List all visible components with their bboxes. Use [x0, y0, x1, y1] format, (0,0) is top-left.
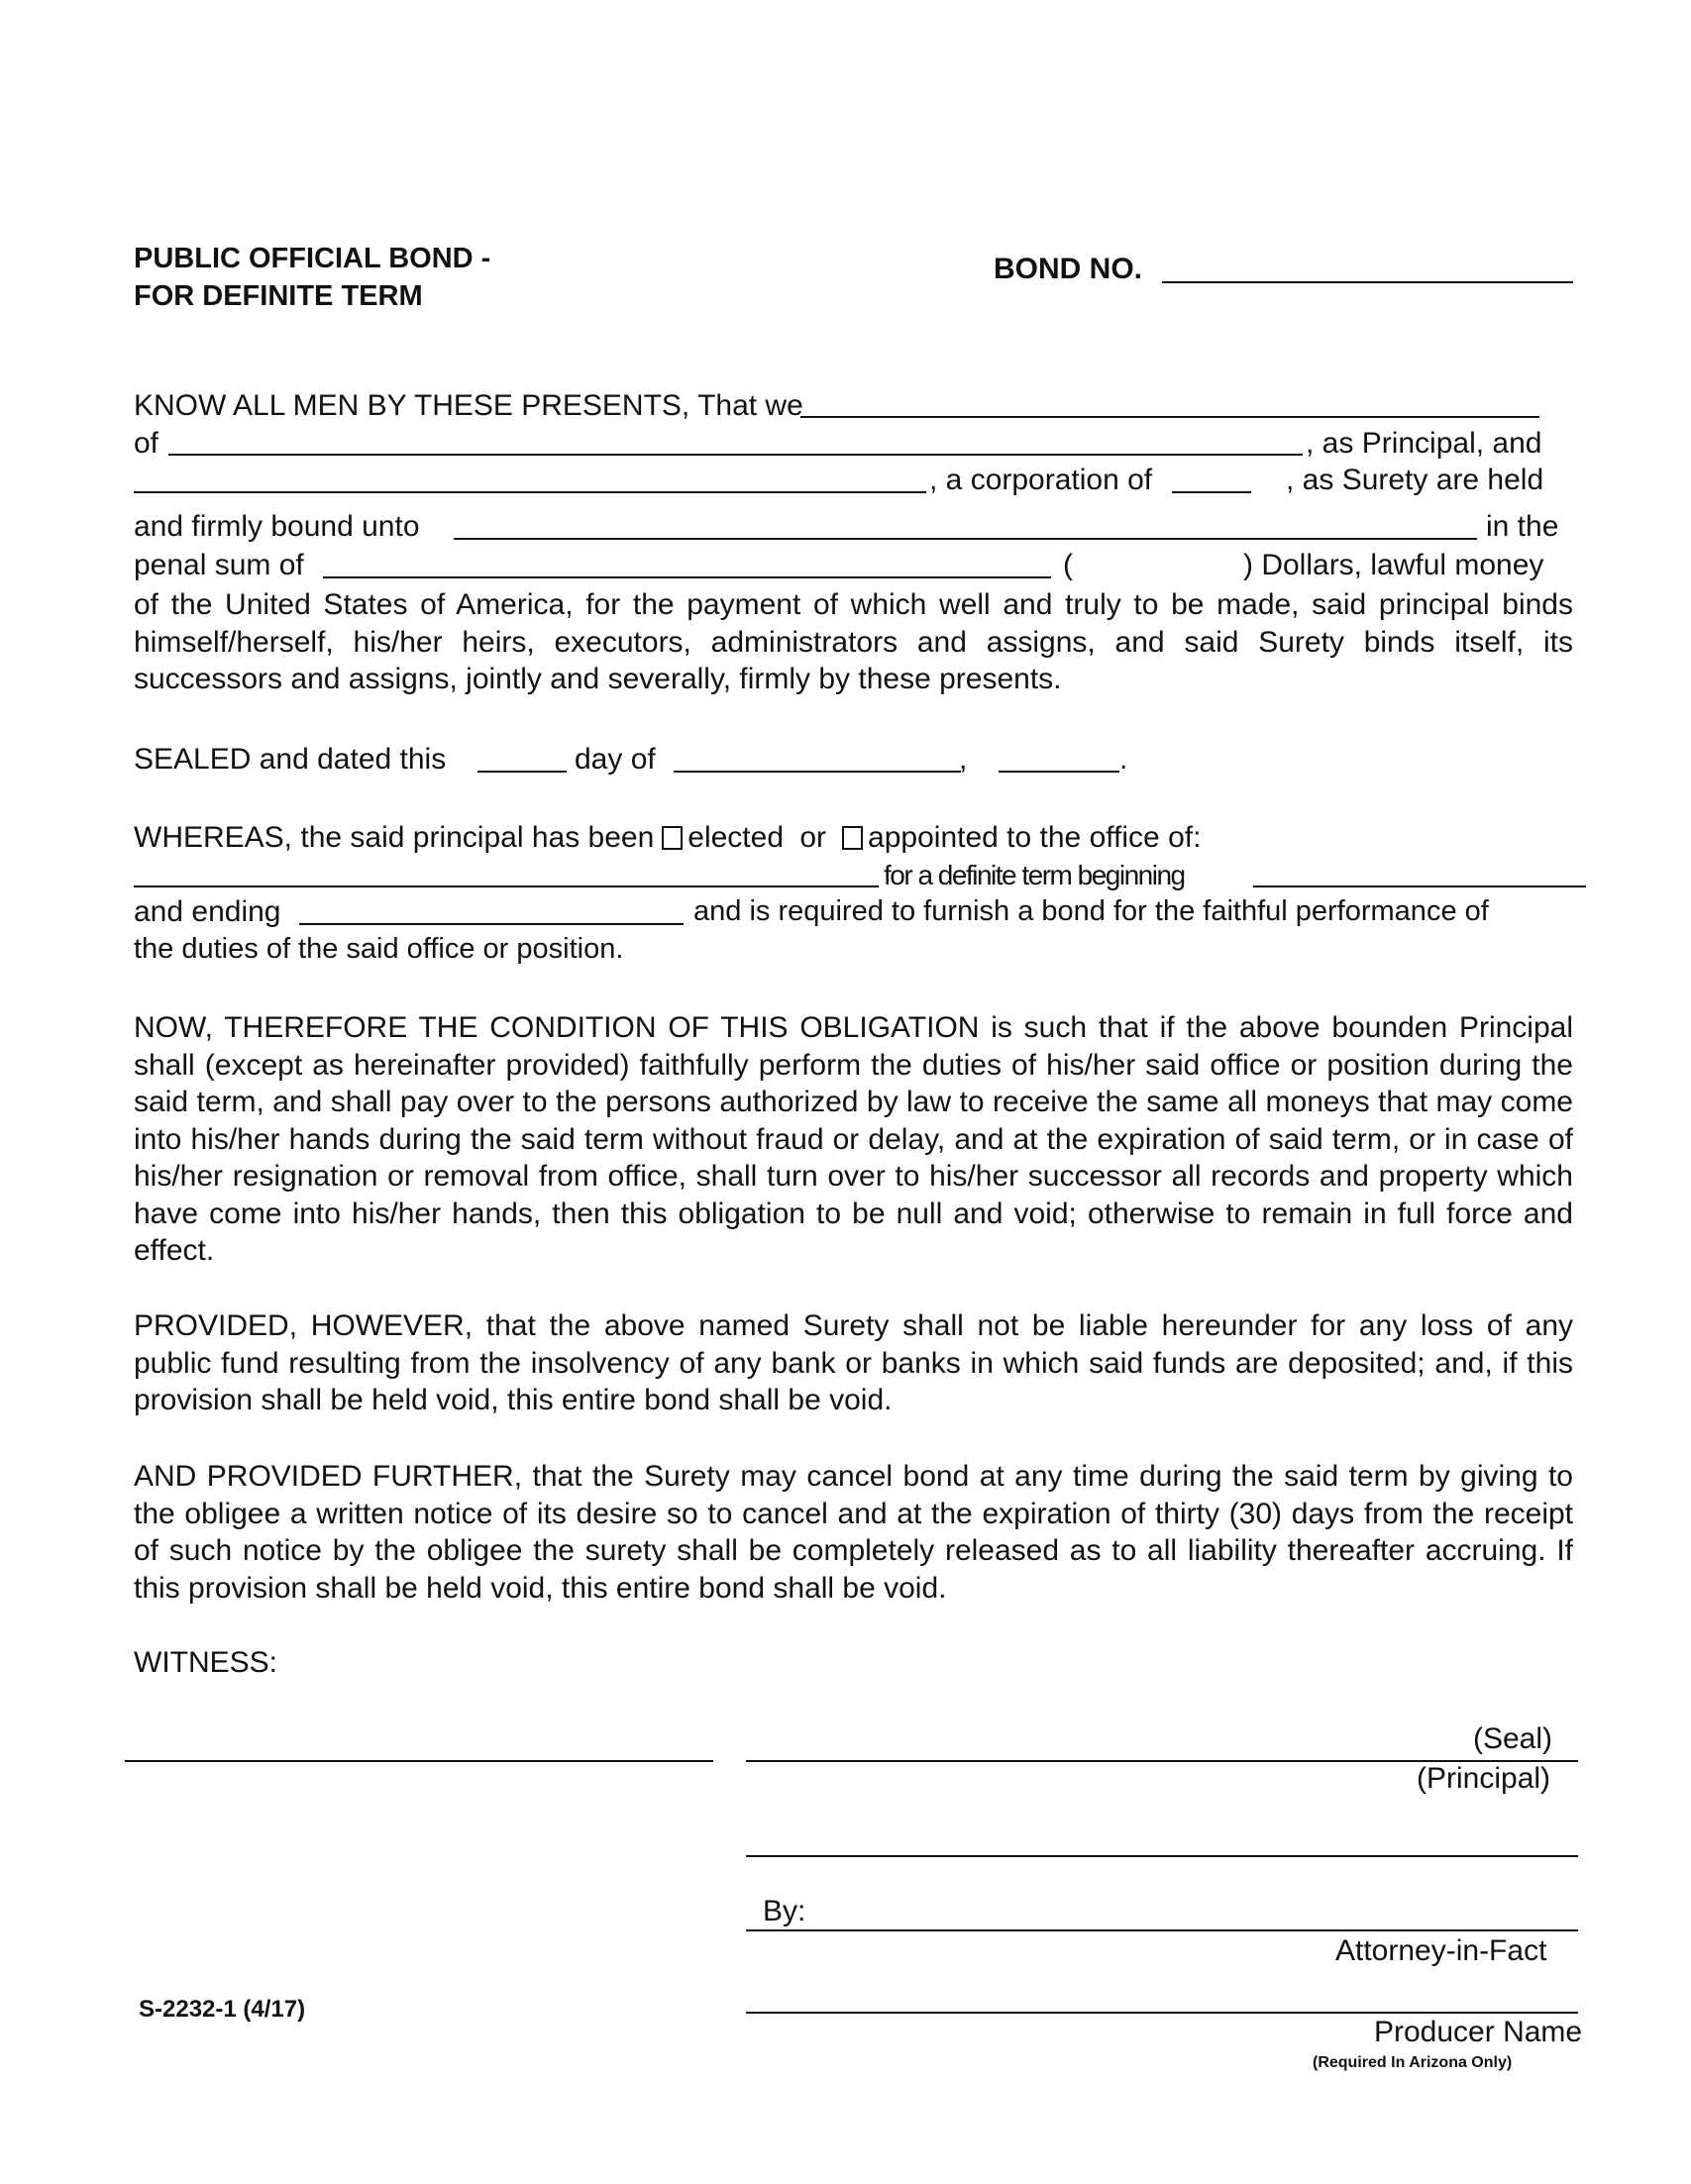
in-the-text: in the	[1486, 510, 1559, 543]
condition-paragraph: NOW, THEREFORE THE CONDITION OF THIS OBLIGATION is such that if the above bounden Principal shall (except as hereinafter provided) faithfully perform the duties of his/her said office or position during the said term, and shall pay over to the persons authorized by law to receive the same all moneys that may come into his/her hands during the said term without fraud or delay, and at the expiration of said term, or in case of his/her resignation or removal from office, shall turn over to his/her successor all records and property which have come into his/her hands, then this obligation to be null and void; otherwise to remain in full force and effect.	[134, 1011, 1573, 1267]
provided-paragraph: PROVIDED, HOWEVER, that the above named Surety shall not be liable hereunder for any loss of any public fund resulting from the insolvency of any bank or banks in which said funds are deposited; and, if this provision shall be held void, this entire bond shall be void.	[134, 1309, 1573, 1416]
producer-label: Producer Name	[1374, 2016, 1583, 2048]
sealed-day-field[interactable]	[477, 771, 567, 773]
whereas-text: WHEREAS, the said principal has been	[134, 821, 655, 854]
term-end-field[interactable]	[299, 923, 684, 925]
surety-signature-line[interactable]	[746, 1855, 1578, 1857]
sealed-year-field[interactable]	[999, 771, 1119, 773]
bond-no-label: BOND NO.	[994, 253, 1142, 285]
seal-label: (Seal)	[1473, 1722, 1553, 1755]
required-text: and is required to furnish a bond for the faithful performance of	[693, 895, 1489, 927]
know-all-text: KNOW ALL MEN BY THESE PRESENTS, That we	[134, 389, 803, 422]
attorney-label: Attorney-in-Fact	[1335, 1934, 1547, 1967]
corporation-of-text: , a corporation of	[929, 464, 1153, 496]
intro-continuation: of the United States of America, for the payment of which well and truly to be made, said principal binds himself/herself, his/her heirs, executors, administrators and assigns, and said Surety binds itself, its successors and assigns, jointly and severally, firmly by these presents.	[134, 588, 1573, 695]
appointed-label: appointed to the office of:	[868, 821, 1202, 854]
principal-name-field[interactable]	[800, 416, 1539, 418]
by-label: By:	[763, 1895, 806, 1927]
of-label: of	[134, 427, 159, 460]
duties-text: the duties of the said office or position.	[134, 933, 624, 965]
attorney-signature-line[interactable]	[746, 1929, 1578, 1931]
form-title-line2: FOR DEFINITE TERM	[134, 280, 423, 312]
or-label: or	[799, 821, 827, 854]
witness-label: WITNESS:	[134, 1646, 278, 1679]
producer-name-line[interactable]	[746, 2012, 1578, 2014]
elected-checkbox[interactable]	[662, 826, 683, 850]
and-ending-text: and ending	[134, 895, 281, 928]
further-paragraph: AND PROVIDED FURTHER, that the Surety may cancel bond at any time during the said term by giving to the obligee a written notice of its desire so to cancel and at the expiration of thirty (30) days from the receipt of such notice by the obligee the surety shall be completely released as to all liability thereafter accruing. If this provision shall be held void, this entire bond shall be void.	[134, 1460, 1573, 1605]
whereas-line	[134, 821, 1201, 855]
penal-sum-label: penal sum of	[134, 549, 304, 581]
sealed-comma: ,	[959, 743, 968, 776]
producer-note: (Required In Arizona Only)	[1313, 2054, 1513, 2071]
day-of-text: day of	[575, 743, 656, 776]
term-begin-field[interactable]	[1253, 885, 1586, 887]
paren-open: (	[1063, 549, 1073, 581]
as-surety-text: , as Surety are held	[1286, 464, 1544, 496]
elected-label: elected	[687, 821, 785, 854]
firmly-bound-text: and firmly bound unto	[134, 510, 420, 543]
form-number: S-2232-1 (4/17)	[139, 1996, 306, 2023]
principal-label: (Principal)	[1417, 1762, 1551, 1795]
sealed-period: .	[1119, 743, 1128, 776]
surety-name-field[interactable]	[134, 491, 926, 493]
form-title-line1: PUBLIC OFFICIAL BOND -	[134, 243, 491, 274]
surety-state-field[interactable]	[1172, 491, 1251, 493]
sealed-text: SEALED and dated this	[134, 743, 447, 776]
as-principal-text: , as Principal, and	[1306, 427, 1542, 460]
bond-no-field[interactable]	[1162, 281, 1573, 283]
appointed-checkbox[interactable]	[842, 826, 863, 850]
office-field[interactable]	[134, 885, 879, 887]
sealed-month-field[interactable]	[674, 771, 961, 773]
principal-address-field[interactable]	[168, 454, 1303, 456]
penal-sum-words-field[interactable]	[323, 576, 1051, 578]
obligee-field[interactable]	[454, 538, 1477, 540]
definite-term-text: for a definite term beginning	[884, 860, 1185, 890]
dollars-text: ) Dollars, lawful money	[1243, 549, 1544, 581]
witness-signature-line[interactable]	[125, 1760, 713, 1762]
